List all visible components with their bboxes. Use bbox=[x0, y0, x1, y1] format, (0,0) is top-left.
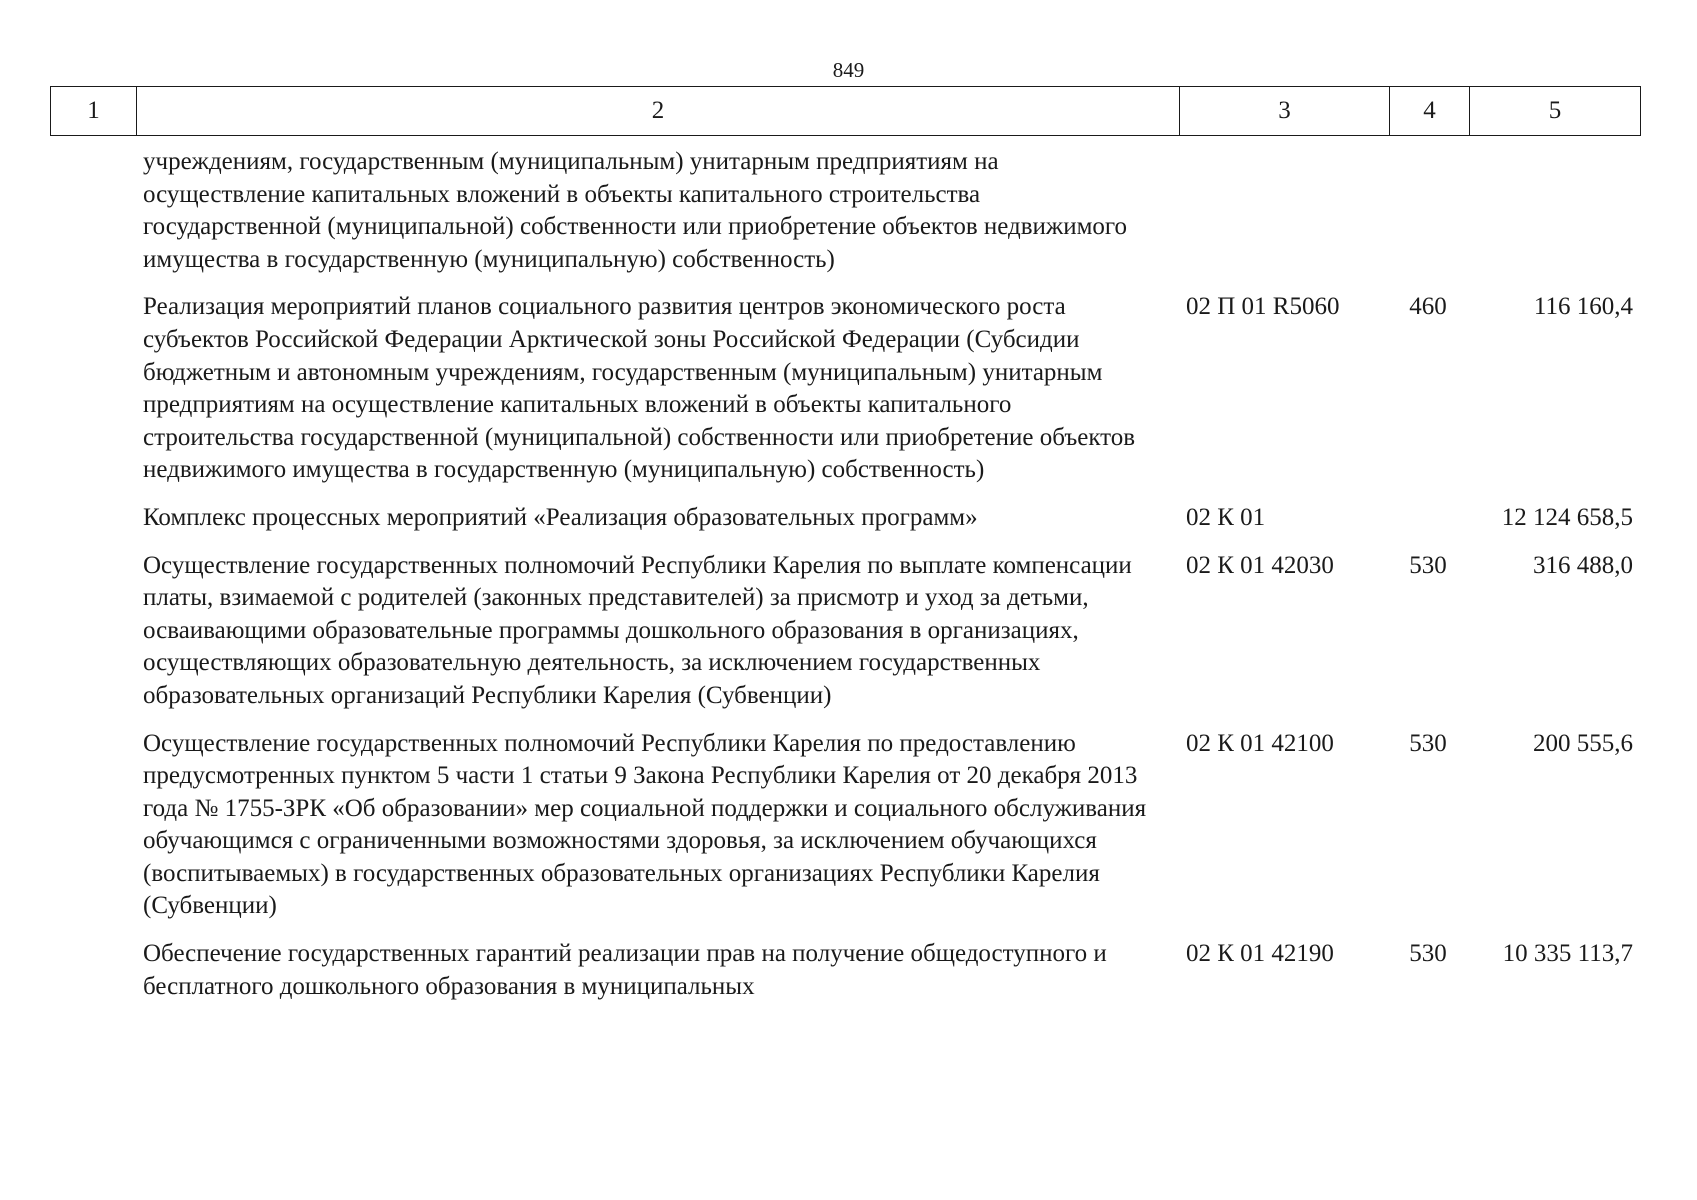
header-col-4: 4 bbox=[1389, 87, 1469, 135]
row-code: 02 К 01 42190 bbox=[1186, 940, 1334, 968]
table-row bbox=[50, 502, 1641, 535]
table-row bbox=[50, 291, 1641, 487]
table-row bbox=[50, 550, 1641, 713]
table-row bbox=[50, 938, 1641, 1003]
row-type bbox=[1388, 502, 1468, 535]
header-col-5: 5 bbox=[1469, 87, 1640, 135]
header-col-1: 1 bbox=[87, 97, 100, 124]
page-number: 849 bbox=[832, 58, 865, 82]
table-body bbox=[50, 146, 1641, 1018]
row-description: Осуществление государственных полномочий Республики Карелия по предоставлению предусмотренных пунктом 5 части 1 статьи 9 Закона Республики Карелия от 20 декабря 2013 года № 1755-ЗРК «Об образовании» мер социальной поддержки и социального обслуживания обучающимся с ограниченными возможностями здоровья, за исключением обучающихся (воспитываемых) в государственных образовательных организациях Республики Карелия (Субвенции) bbox=[143, 729, 1147, 920]
row-code: 02 К 01 bbox=[1186, 503, 1266, 531]
row-amount bbox=[1468, 146, 1641, 276]
row-type: 460 bbox=[1409, 293, 1447, 321]
row-type: 530 bbox=[1409, 551, 1447, 579]
row-code: 02 П 01 R5060 bbox=[1186, 293, 1340, 321]
row-code bbox=[1178, 146, 1388, 276]
row-description: учреждениям, государственным (муниципальным) унитарным предприятиям на осуществление капитальных вложений в объекты капитального строительства государственной (муниципальной) собственности или приобретение объектов недвижимого имущества в государственную (муниципальную) собственность) bbox=[143, 148, 1128, 273]
row-type: 530 bbox=[1409, 940, 1447, 968]
row-description: Осуществление государственных полномочий Республики Карелия по выплате компенсации платы, взимаемой с родителей (законных представителей) за присмотр и уход за детьми, осваивающими образовательные программы дошкольного образования в организациях, осуществляющих образовательную деятельность, за исключением государственных образовательных организаций Республики Карелия (Субвенции) bbox=[143, 551, 1132, 709]
header-col-3: 3 bbox=[1179, 87, 1389, 135]
row-amount: 316 488,0 bbox=[1533, 551, 1633, 579]
row-amount: 200 555,6 bbox=[1533, 729, 1633, 757]
row-description: Обеспечение государственных гарантий реализации прав на получение общедоступного и бесплатного дошкольного образования в муниципальных bbox=[143, 940, 1107, 1000]
row-type bbox=[1388, 146, 1468, 276]
row-code: 02 К 01 42100 bbox=[1186, 729, 1334, 757]
row-amount: 12 124 658,5 bbox=[1501, 503, 1633, 531]
row-code: 02 К 01 42030 bbox=[1186, 551, 1334, 579]
row-description: Реализация мероприятий планов социального развития центров экономического роста субъектов Российской Федерации Арктической зоны Российской Федерации (Субсидии бюджетным и автономным учреждениям, государственным (муниципальным) унитарным предприятиям на осуществление капитальных вложений в объекты капитального строительства государственной (муниципальной) собственности или приобретение объектов недвижимого имущества в государственную (муниципальную) собственность) bbox=[143, 293, 1136, 484]
row-amount: 116 160,4 bbox=[1533, 293, 1633, 321]
row-description: Комплекс процессных мероприятий «Реализация образовательных программ» bbox=[143, 503, 978, 531]
header-col-2: 2 bbox=[136, 87, 1179, 135]
table-header bbox=[50, 86, 1641, 136]
row-amount: 10 335 113,7 bbox=[1502, 940, 1633, 968]
table-row bbox=[50, 146, 1641, 276]
table-row bbox=[50, 728, 1641, 924]
row-type: 530 bbox=[1409, 729, 1447, 757]
